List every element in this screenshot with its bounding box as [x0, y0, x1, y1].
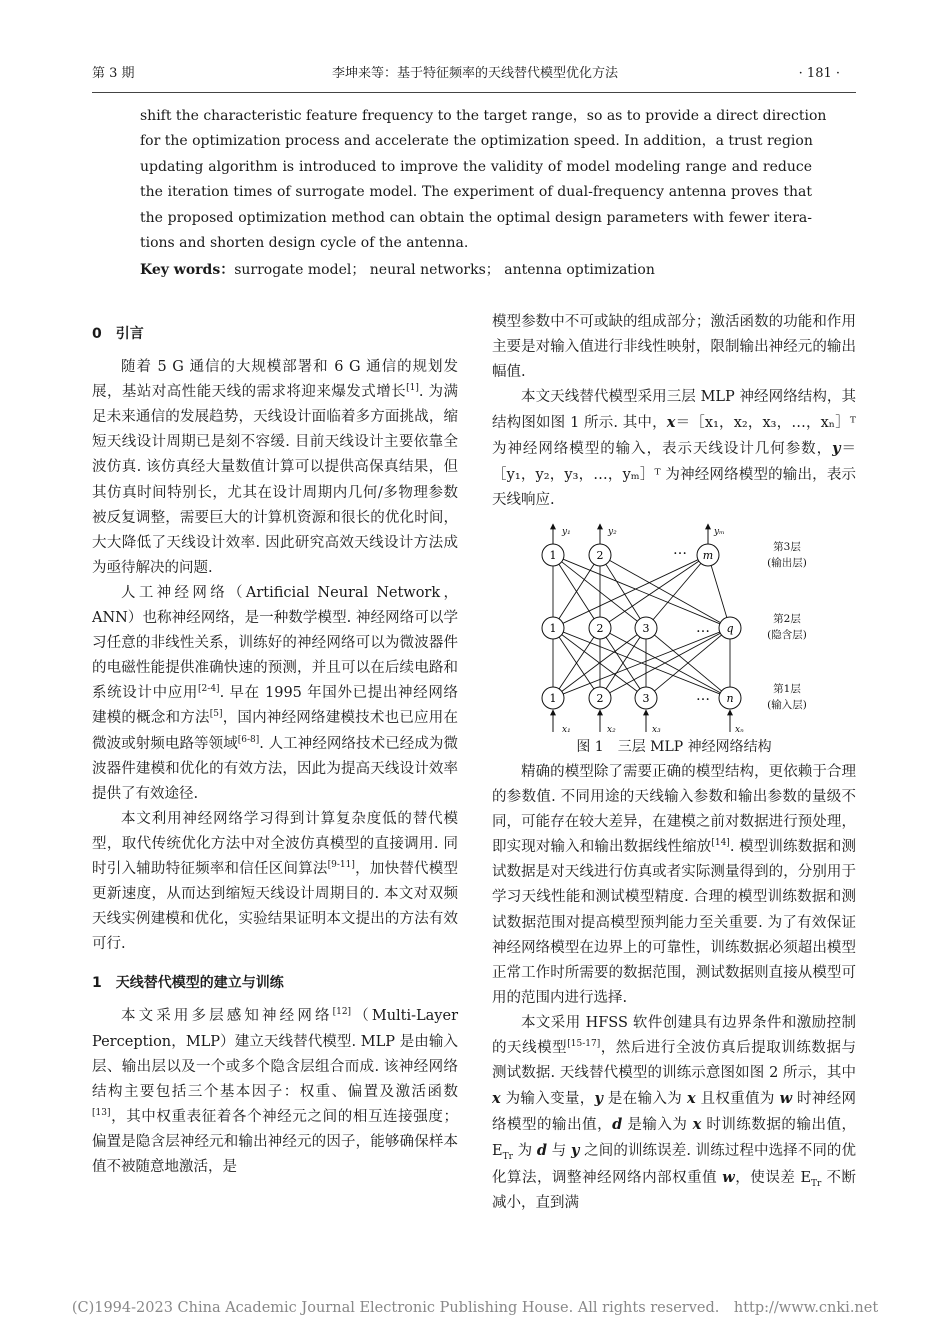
- layer3-sublabel: (输出层): [767, 557, 807, 569]
- abstract-line: for the optimization process and accelerate the optimization speed. In addition，a trust region: [140, 133, 813, 150]
- section-heading-0: 0 引言: [92, 326, 144, 342]
- text: ，加快替代模型更新速度，从而达到缩短天线设计周期目的. 本文对双频天线实例建模和优化，实验结果证明本文提出的方法有效可行.: [92, 860, 459, 953]
- header-rule: [92, 92, 856, 93]
- text: 本文采用多层感知神经网络: [121, 1008, 333, 1025]
- layer3-label: 第3层: [773, 541, 801, 553]
- citation: [2-4]: [198, 684, 220, 695]
- text: 时神经网络模型的输出值，: [492, 1091, 857, 1134]
- copyright-footer: (C)1994-2023 China Academic Journal Electronic Publishing House. All rights reserved. http://www.cnki.net: [71, 1300, 879, 1316]
- text: 是在输入为: [602, 1091, 687, 1108]
- output-label-ym: yₘ: [714, 527, 725, 537]
- text: 为输入变量，: [500, 1091, 595, 1108]
- layer3-ellipsis: …: [673, 542, 687, 558]
- text: . 人工神经网络技术已经成为微波器件建模和优化的有效方法，因此为提高天线设计效率提供了有效途径.: [92, 735, 459, 802]
- text: ，然后进行全波仿真后提取训练数据与测试数据. 天线替代模型的训练示意图如图 2 所示，其中: [492, 1040, 856, 1082]
- text: 不断减小，直到满: [492, 1169, 856, 1211]
- right-column-top: [492, 310, 856, 513]
- text: ＝［x₁，x₂，x₃，…，xₙ］ᵀ 为神经网络模型的输入，表示天线设计几何参数，: [492, 415, 856, 458]
- input-label-x3: x₃: [652, 725, 661, 735]
- layer2-node-label: 2: [596, 622, 604, 635]
- text: 且权重值为: [695, 1091, 780, 1108]
- layer1-sublabel: (输入层): [767, 699, 807, 711]
- text: 是输入为: [622, 1117, 693, 1134]
- paragraph: [492, 760, 856, 1011]
- layer1-node-label: 1: [549, 692, 557, 705]
- keywords: [140, 258, 812, 282]
- math-var: w: [779, 1090, 793, 1108]
- subscript: Tr: [811, 1178, 822, 1189]
- abstract-line: the iteration times of surrogate model. The experiment of dual-frequency antenna proves that: [140, 184, 812, 201]
- math-var: x: [692, 1116, 702, 1134]
- keywords-text: surrogate model； neural networks； antenna optimization: [234, 262, 655, 278]
- text: ，其中权重表征着各个神经元之间的相互连接强度；偏置是隐含层神经元和输出神经元的因子，能够确保样本值不被随意地激活，是: [92, 1108, 458, 1175]
- math-var: x: [492, 1090, 501, 1108]
- layer2-node-label: 1: [549, 622, 557, 635]
- text: . 模型训练数据和测试数据是对天线进行仿真或者实际测量得到的，分别用于学习天线性能和测试模型精度. 合理的模型训练数据和测试数据范围对提高模型预判能力至关重要. 为了有效保证神经网络模型在边界上的可靠性，训练数据必须超出模型正常工作时所需要的数据范围，测试数据则直接从模型可用的范围内进行选择.: [492, 839, 857, 1006]
- text: ，国内神经网络建模技术也已应用在微波或射频电路等领域: [92, 710, 458, 752]
- math-var: d: [536, 1142, 548, 1160]
- text: 随着 5 G 通信的大规模部署和 6 G 通信的规划发展，基站对高性能天线的需求将迎来爆发式增长: [92, 359, 458, 401]
- text: . 为满足未来通信的发展趋势，天线设计面临着多方面挑战，缩短天线设计周期已是刻不容缓. 目前天线设计主要依靠全波仿真. 该仿真经大量数值计算可以提供高保真结果，但其仿真时间特别长，尤其在设计周期内几何/多物理参数被反复调整，需要巨大的计算机资源和很长的优化时间，大大降低了天线设计效率. 因此研究高效天线设计方法成为亟待解决的问题.: [92, 384, 459, 576]
- paragraph: 模型参数中不可或缺的组成部分；激活函数的功能和作用主要是对输入值进行非线性映射，限制输出神经元的输出幅值.: [492, 314, 856, 381]
- text: 之间的训练误差. 训练过程中选择不同的优化算法，调整神经网络内部权重值: [492, 1143, 857, 1186]
- paragraph: [92, 807, 458, 958]
- running-header-page-number: · 181 ·: [798, 66, 840, 81]
- layer3-node-label: 1: [549, 549, 557, 562]
- paragraph: [92, 355, 458, 581]
- layer3-node-label: 2: [596, 549, 604, 562]
- output-label-y2: y₂: [608, 527, 617, 537]
- abstract-line: shift the characteristic feature frequency to the target range，so as to provide a direct direction: [140, 108, 827, 124]
- math-var: d: [612, 1116, 623, 1134]
- citation: [13]: [92, 1107, 111, 1118]
- connection-layer2-layer3: [606, 564, 640, 618]
- abstract-line: updating algorithm is introduced to improve the validity of model modeling range and reduce: [140, 158, 812, 175]
- text: 本文利用神经网络学习得到计算复杂度低的替代模型，取代传统优化方法中对全波仿真模型的直接调用. 同时引入辅助特征频率和信任区间算法: [92, 810, 458, 877]
- paragraph: [92, 581, 458, 807]
- text: 时训练数据的输出值，E: [492, 1117, 856, 1160]
- subscript: Tr: [502, 1152, 513, 1163]
- text: 人工神经网络（Artificial Neural Network，ANN）也称神经网络，是一种数学模型. 神经网络可以学习任意的非线性关系，训练好的神经网络可以为微波器件的电磁性能提供准确快速的预测，并且可以在后续电路和系统设计中应用: [92, 584, 458, 702]
- paragraph: [492, 1011, 856, 1216]
- text: 本文采用 HFSS 软件创建具有边界条件和激励控制的天线模型: [492, 1014, 856, 1057]
- figure-caption: 图 1 三层 MLP 神经网络结构: [576, 739, 772, 755]
- running-header-issue: 第 3 期: [92, 66, 135, 81]
- input-label-x2: x₂: [607, 725, 616, 735]
- math-var: x: [666, 414, 676, 432]
- citation: [12]: [332, 1007, 352, 1018]
- paragraph: [92, 1004, 458, 1180]
- layer2-node-label: q: [726, 622, 734, 635]
- layer1-label: 第1层: [773, 683, 801, 695]
- text: ＝［y₁，y₂，y₃，…，yₘ］ᵀ 为神经网络模型的输出，表示天线响应.: [492, 441, 857, 508]
- math-var: y: [571, 1142, 580, 1160]
- abstract-continuation: [140, 104, 827, 256]
- layer2-ellipsis: …: [696, 620, 710, 636]
- input-label-xn: xₙ: [735, 725, 744, 735]
- connection-layer2-layer3: [610, 560, 721, 622]
- layer1-node-label: 2: [596, 692, 604, 705]
- text: 精确的模型除了需要正确的模型结构，更依赖于合理的参数值. 不同用途的天线输入参数和输出参数的量级不同，可能存在较大差异，在建模之前对数据进行预处理，即实现对输入和输出数据线性缩放: [492, 764, 856, 856]
- layer2-node-label: 3: [642, 622, 650, 635]
- text: . 早在 1995 年国外已提出神经网络建模的概念和方法: [92, 685, 458, 727]
- input-label-x1: x₁: [562, 725, 571, 735]
- math-var: x: [686, 1090, 696, 1108]
- citation: [6-8]: [237, 734, 260, 745]
- section-heading-1: 1 天线替代模型的建立与训练: [92, 975, 284, 992]
- math-var: w: [722, 1168, 735, 1186]
- math-var: y: [594, 1090, 603, 1108]
- layer1-node-label: 3: [642, 692, 650, 705]
- running-header-title: 李坤来等：基于特征频率的天线替代模型优化方法: [331, 66, 618, 81]
- citation: [15-17]: [567, 1039, 601, 1050]
- output-label-y1: y₁: [562, 527, 571, 537]
- connection-layer2-layer3: [653, 563, 701, 619]
- keywords-label: Key words：: [140, 262, 235, 278]
- right-column-bottom: [492, 760, 856, 1216]
- text: 为: [512, 1143, 537, 1160]
- abstract-line: tions and shorten design cycle of the antenna.: [140, 235, 469, 252]
- math-var: y: [832, 440, 841, 458]
- layer1-node-label: n: [726, 692, 734, 705]
- citation: [14]: [711, 838, 730, 849]
- text: （Multi-Layer Perception，MLP）建立天线替代模型. MLP 是由输入层、输出层以及一个或多个隐含层组合而成. 该神经网络结构主要包括三个基本因子：权重、偏置及激活函数: [92, 1008, 459, 1100]
- mlp-network-diagram: [520, 518, 820, 738]
- citation: [5]: [209, 709, 223, 720]
- citation: [1]: [406, 383, 419, 394]
- layer1-ellipsis: …: [696, 688, 710, 704]
- connection-layer2-layer3: [562, 562, 638, 621]
- text: ，使误差 E: [734, 1169, 812, 1186]
- connection-layer2-layer3: [563, 560, 698, 624]
- layer3-node-label: m: [702, 549, 714, 562]
- layer2-label: 第2层: [773, 613, 801, 625]
- layer2-sublabel: (隐含层): [767, 629, 807, 641]
- left-column: [92, 322, 458, 1180]
- citation: [9-11]: [327, 860, 355, 871]
- connection-layer2-layer3: [711, 566, 727, 618]
- abstract-line: the proposed optimization method can obtain the optimal design parameters with fewer itera-: [140, 209, 812, 226]
- text: 本文天线替代模型采用三层 MLP 神经网络结构，其结构图如图 1 所示. 其中，: [492, 389, 856, 432]
- paragraph: [492, 385, 856, 512]
- text: 与: [547, 1143, 572, 1160]
